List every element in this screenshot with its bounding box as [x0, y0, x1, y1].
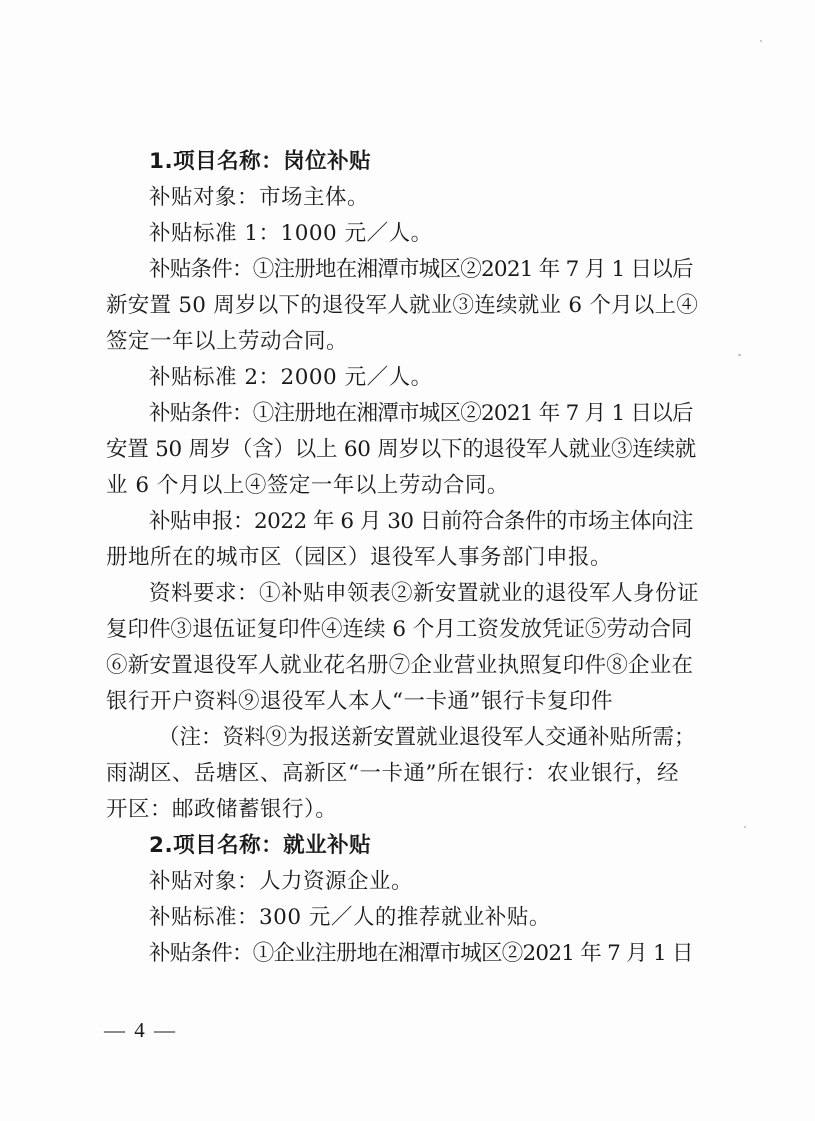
text-line: 册地所在的城市区（园区）退役军人事务部门申报。: [106, 545, 613, 570]
text-line: 资料要求：①补贴申领表②新安置就业的退役军人身份证: [149, 581, 700, 606]
text-line: 补贴标准 2：2000 元／人。: [149, 365, 433, 390]
text-line: 补贴标准 1：1000 元／人。: [149, 221, 433, 246]
section-heading-1: 1.项目名称：岗位补贴: [149, 149, 372, 174]
note-line: （注：资料⑨为报送新安置就业退役军人交通补贴所需；: [158, 725, 696, 750]
text-line: 签定一年以上劳动合同。: [106, 329, 349, 354]
text-line: 新安置 50 周岁以下的退役军人就业③连续就业 6 个月以上④: [106, 293, 699, 318]
note-line: 开区：邮政储蓄银行）。: [106, 797, 338, 822]
scan-speck: [738, 354, 741, 356]
text-line: 补贴标准：300 元／人的推荐就业补贴。: [149, 905, 551, 930]
note-line: 雨湖区、岳塘区、高新区“一卡通”所在银行：农业银行，经: [106, 761, 679, 786]
text-line: 安置 50 周岁（含）以上 60 周岁以下的退役军人就业③连续就: [106, 437, 697, 462]
text-line: 补贴条件：①企业注册地在湘潭市城区②2021 年 7 月 1 日: [149, 941, 693, 966]
text-line: 业 6 个月以上④签定一年以上劳动合同。: [106, 473, 509, 498]
document-body: [106, 144, 700, 972]
text-line: 补贴对象：人力资源企业。: [149, 869, 414, 894]
text-line: 银行开户资料⑨退役军人本人“一卡通”银行卡复印件: [106, 689, 613, 714]
scan-speck: [744, 826, 746, 828]
text-line: 补贴条件：①注册地在湘潭市城区②2021 年 7 月 1 日以后: [149, 257, 693, 282]
text-line: 补贴申报：2022 年 6 月 30 日前符合条件的市场主体向注: [149, 509, 693, 534]
text-line: ⑥新安置退役军人就业花名册⑦企业营业执照复印件⑧企业在: [106, 653, 694, 678]
scan-speck: [760, 40, 762, 42]
page-number: — 4 —: [104, 1018, 177, 1042]
text-line: 补贴条件：①注册地在湘潭市城区②2021 年 7 月 1 日以后: [149, 401, 693, 426]
section-heading-2: 2.项目名称：就业补贴: [149, 833, 372, 858]
text-line: 复印件③退伍证复印件④连续 6 个月工资发放凭证⑤劳动合同: [106, 617, 693, 642]
text-line: 补贴对象：市场主体。: [149, 185, 370, 210]
